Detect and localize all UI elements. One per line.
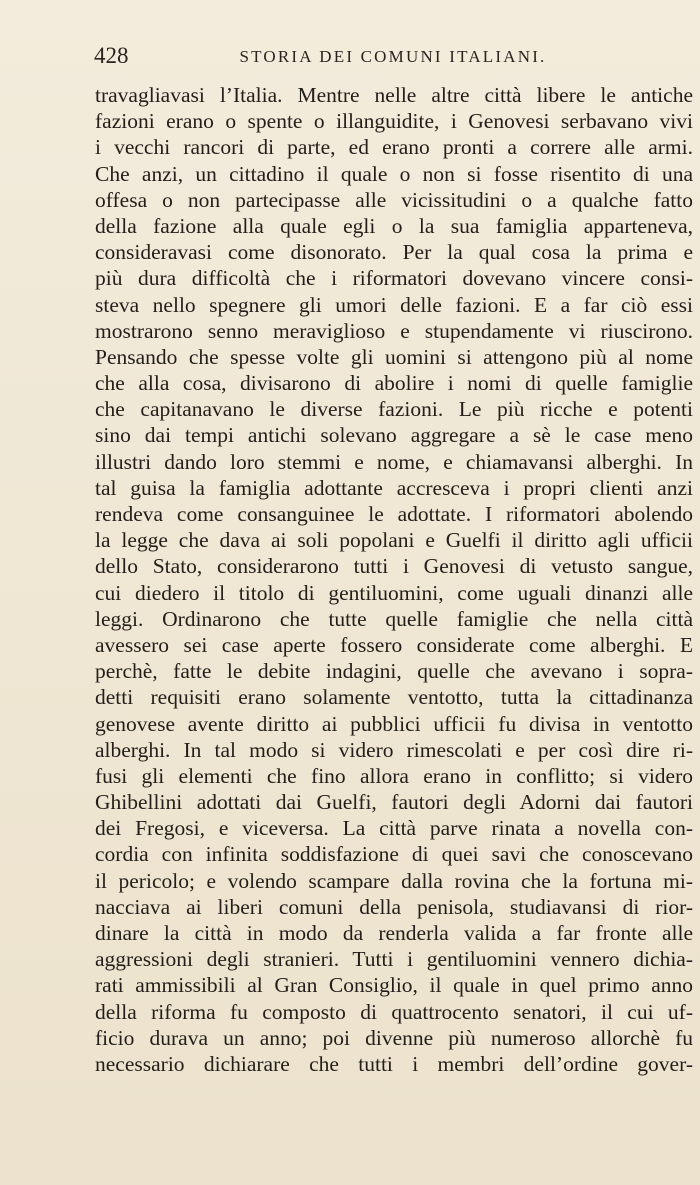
text-line: dello Stato, considerarono tutti i Genovesi di vetusto sangue, [95, 554, 693, 579]
text-line: cui diedero il titolo di gentiluomini, come uguali dinanzi alle [95, 580, 693, 605]
text-line: la legge che dava ai soli popolani e Guelfi il diritto agli ufficii [95, 528, 693, 553]
text-line: Pensando che spesse volte gli uomini si attengono più al nome [95, 344, 693, 369]
text-line: genovese avente diritto ai pubblici ufficii fu divisa in ventotto [95, 711, 693, 736]
text-line: perchè, fatte le debite indagini, quelle che avevano i sopra- [95, 659, 693, 684]
text-line: illustri dando loro stemmi e nome, e chiamavansi alberghi. In [95, 449, 693, 474]
text-line: i vecchi rancori di parte, ed erano pronti a correre alle armi. [95, 135, 693, 160]
running-title: STORIA DEI COMUNI ITALIANI. [239, 47, 547, 66]
page-number: 428 [94, 43, 129, 68]
text-line: più dura difficoltà che i riformatori dovevano vincere consi- [95, 266, 693, 291]
text-line: che alla cosa, divisarono di abolire i nomi di quelle famiglie [95, 371, 693, 396]
text-line: fusi gli elementi che fino allora erano in conflitto; si videro [95, 763, 693, 788]
text-line: della fazione alla quale egli o la sua famiglia apparteneva, [95, 213, 693, 238]
text-line: leggi. Ordinarono che tutte quelle famiglie che nella città [95, 606, 693, 631]
text-line: mostrarono senno meraviglioso e stupendamente vi riuscirono. [95, 318, 693, 343]
page-header [94, 43, 692, 73]
text-line: che capitanavano le diverse fazioni. Le più ricche e potenti [95, 397, 693, 422]
text-line: cordia con infinita soddisfazione di quei savi che conoscevano [95, 842, 693, 867]
text-line: Che anzi, un cittadino il quale o non si fosse risentito di una [95, 161, 693, 186]
text-line: consideravasi come disonorato. Per la qual cosa la prima e [95, 240, 693, 265]
text-line: tal guisa la famiglia adottante accresceva i propri clienti anzi [95, 475, 693, 500]
text-line: avessero sei case aperte fossero considerate come alberghi. E [95, 632, 693, 657]
text-line: rati ammissibili al Gran Consiglio, il quale in quel primo anno [95, 973, 693, 998]
text-line: dinare la città in modo da renderla valida a far fronte alle [95, 921, 693, 945]
text-line: travagliavasi l’Italia. Mentre nelle altre città libere le antiche [95, 83, 693, 107]
text-line: offesa o non partecipasse alle vicissitudini o a qualche fatto [95, 187, 693, 212]
body-text [95, 82, 693, 1077]
text-line: alberghi. In tal modo si videro rimescolati e per così dire ri- [95, 737, 693, 762]
text-line: rendeva come consanguinee le adottate. I riformatori abolendo [95, 502, 693, 526]
text-line: nacciava ai liberi comuni della penisola, studiavansi di rior- [95, 894, 693, 919]
text-line: sino dai tempi antichi solevano aggregare a sè le case meno [95, 423, 693, 448]
text-line: Ghibellini adottati dai Guelfi, fautori degli Adorni dai fautori [95, 790, 693, 815]
text-line: steva nello spegnere gli umori delle fazioni. E a far ciò essi [95, 292, 693, 317]
text-line: dei Fregosi, e viceversa. La città parve rinata a novella con- [95, 816, 693, 841]
text-line: necessario dichiarare che tutti i membri dell’ordine gover- [95, 1051, 693, 1076]
text-line: fazioni erano o spente o illanguidite, i Genovesi serbavano vivi [95, 109, 693, 134]
text-line: aggressioni degli stranieri. Tutti i gentiluomini vennero dichia- [95, 947, 693, 972]
text-line: della riforma fu composto di quattrocento senatori, il cui uf- [95, 999, 693, 1024]
text-line: ficio durava un anno; poi divenne più numeroso allorchè fu [95, 1025, 693, 1050]
text-line: detti requisiti erano solamente ventotto, tutta la cittadinanza [95, 685, 693, 710]
text-line: il pericolo; e volendo scampare dalla rovina che la fortuna mi- [95, 868, 693, 893]
